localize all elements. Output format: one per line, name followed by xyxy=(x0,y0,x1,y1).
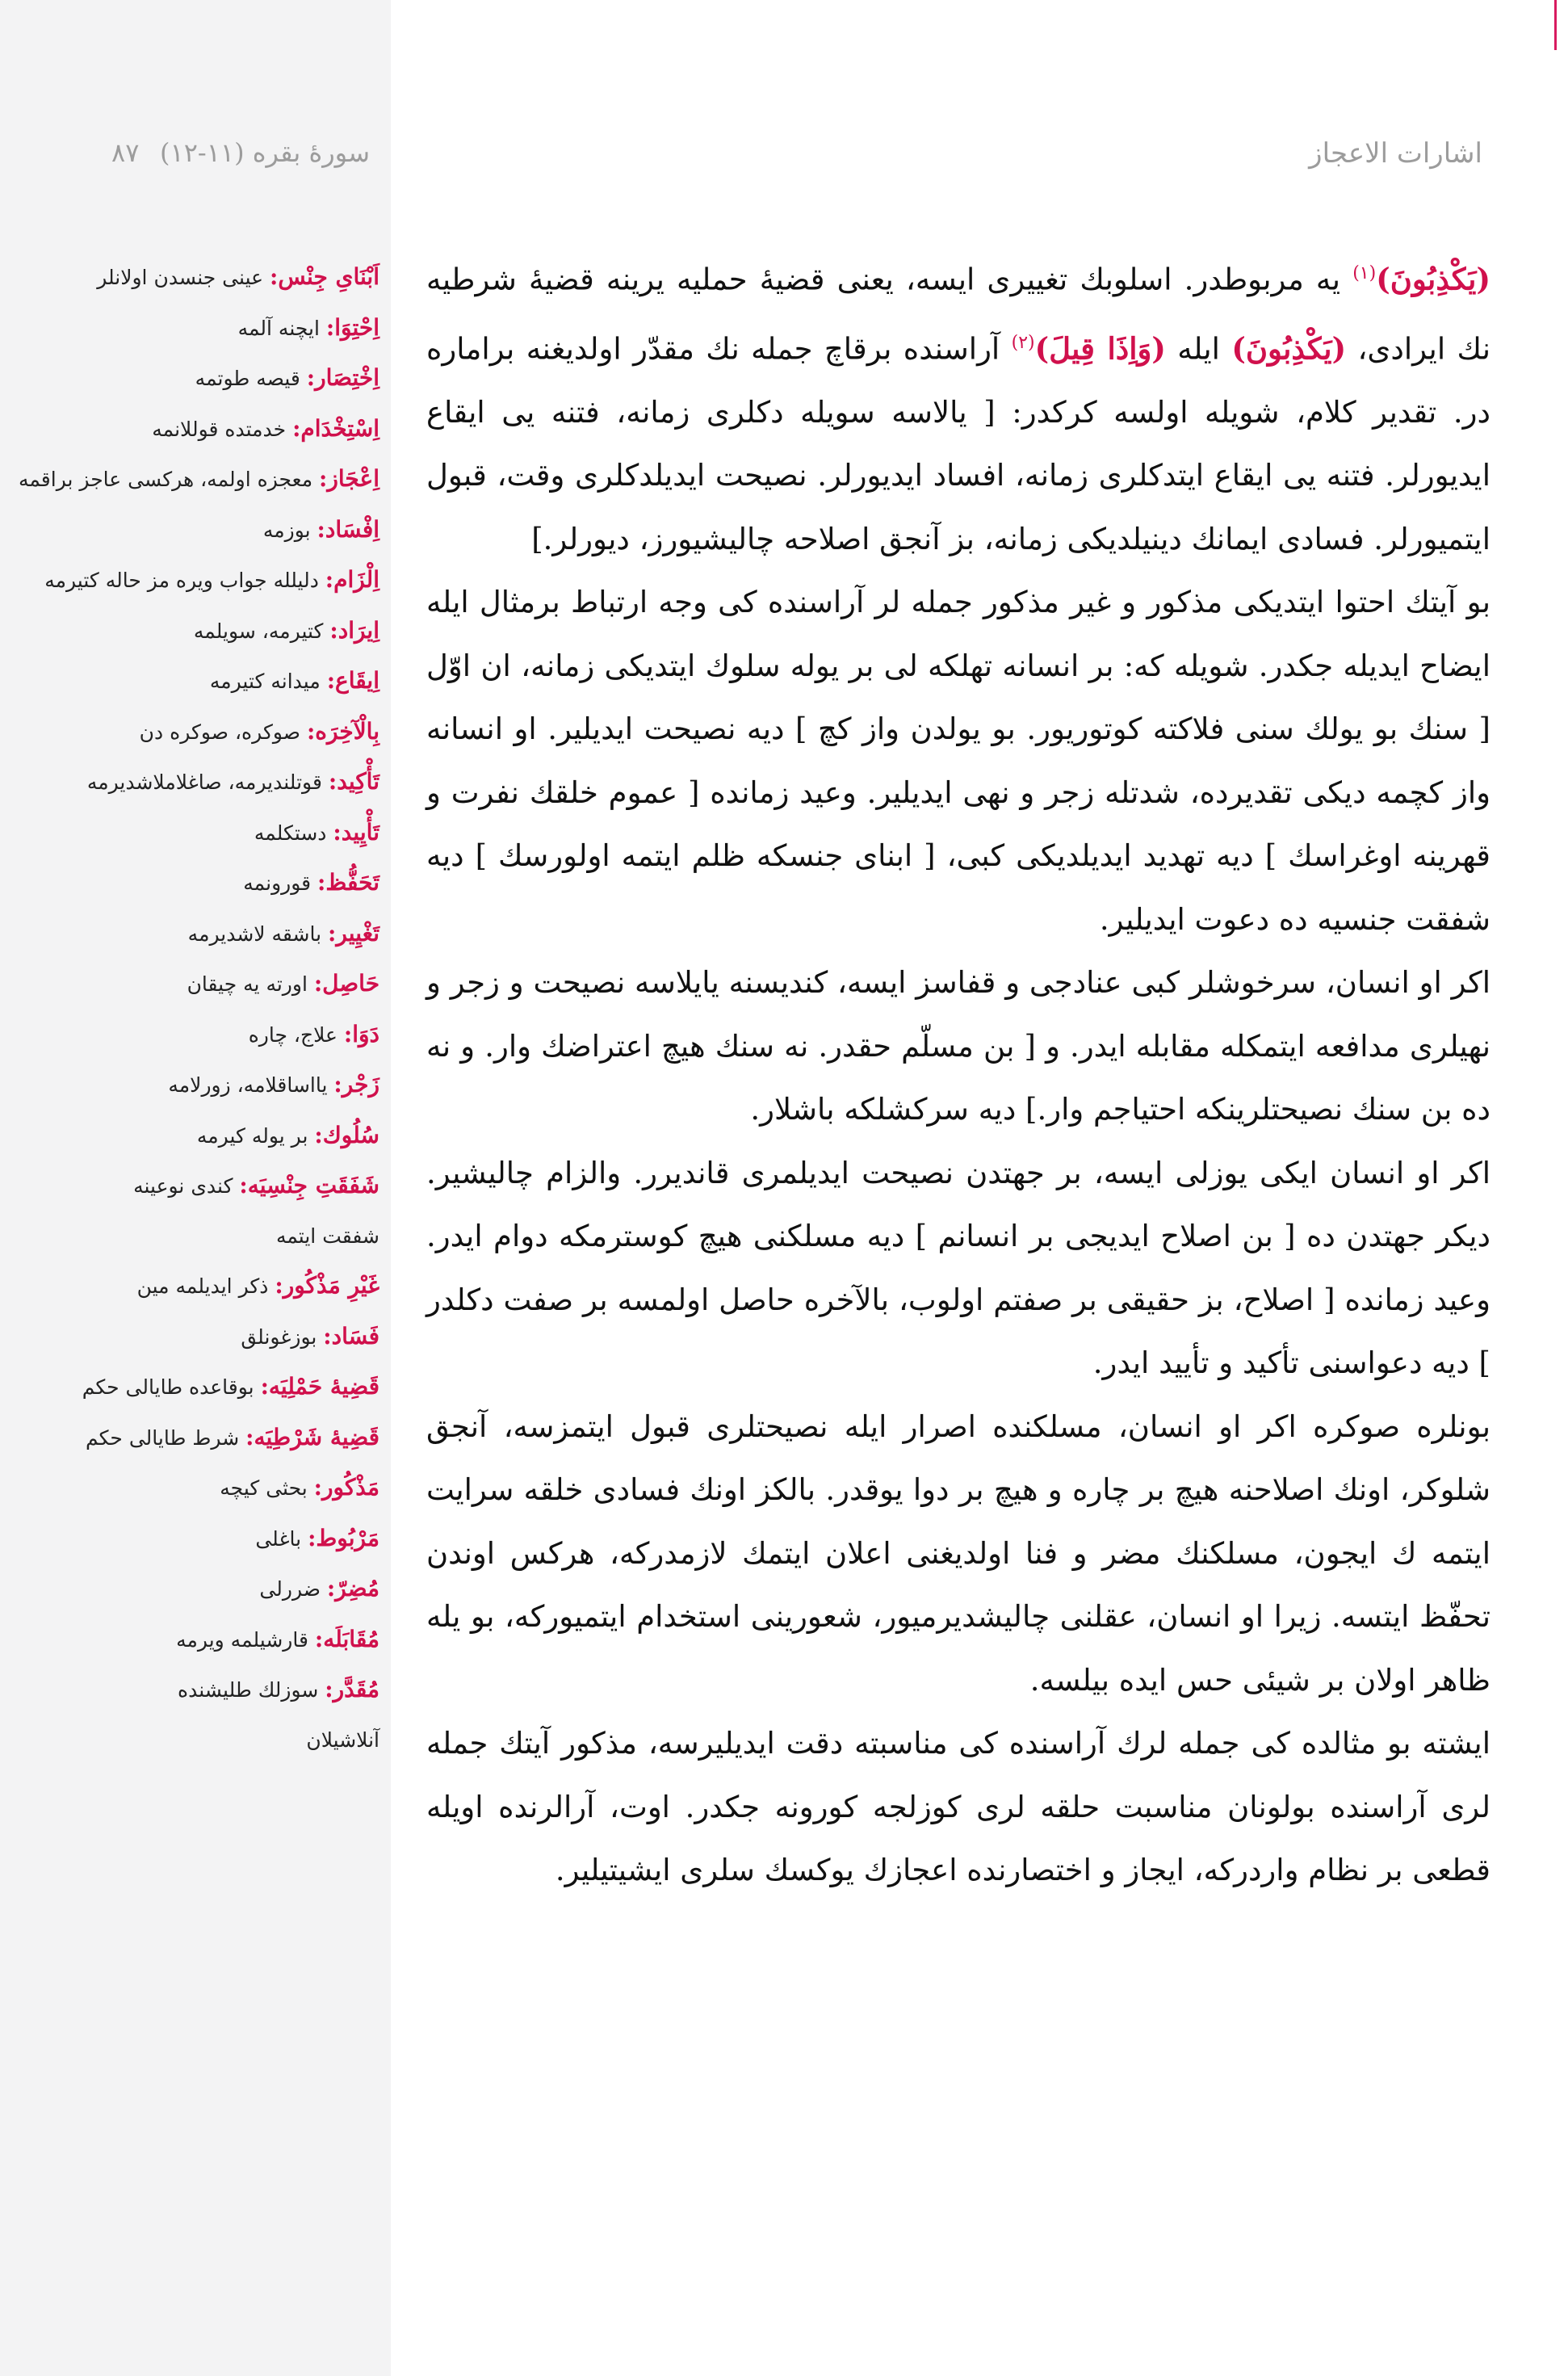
glossary-entry xyxy=(89,1513,379,1564)
glossary-term: شَفَقَتِ جِنْسِيَه: xyxy=(239,1172,379,1198)
glossary-entry xyxy=(89,606,379,657)
glossary-definition: ذكر ايديلمه مين xyxy=(136,1274,275,1298)
glossary-term: حَاصِل: xyxy=(313,970,379,997)
glossary-term: تَأْيِيد: xyxy=(333,818,379,846)
glossary-definition: ميدانه كتيرمه xyxy=(209,670,327,693)
glossary-term: اِيقَاع: xyxy=(326,667,379,694)
glossary-definition: خدمتده قوللانمه xyxy=(152,417,293,441)
glossary-definition: قارشيلمه ويرمه xyxy=(176,1627,315,1652)
glossary-definition: بحثى كيچه xyxy=(220,1476,314,1500)
glossary-entry xyxy=(89,1463,379,1513)
glossary-entry xyxy=(89,858,379,909)
glossary-term: زَجْر: xyxy=(333,1071,379,1098)
glossary-definition: صوكره، صوكره دن xyxy=(139,720,307,744)
footnote-ref: (١) xyxy=(1352,263,1377,283)
paragraph-text: اكر او انسان، سرخوشلر كبى عنادجى و قفاسز ايسه، كنديسنه يايلاسه نصيحت و زجر و نهيلرى مدافعه ايتمكله مقابله ايدر. و [ بن مسلّم حقدر. نه سنك هيچ اعتراضك وار. و نه ده بن سنك نصيحتلرينكه احتياجم وار.] ديه سركشلكه باشلار. xyxy=(426,965,1490,1127)
glossary-term: قَضِيهٔ حَمْلِيَه: xyxy=(260,1373,379,1400)
glossary-term: مَذْكُور: xyxy=(313,1474,379,1501)
glossary-term: اِلْزَام: xyxy=(325,566,379,593)
glossary-definition: باغلى xyxy=(255,1526,308,1551)
glossary-entry xyxy=(89,404,379,455)
glossary-entry xyxy=(89,252,379,303)
book-title: اشارات الاعجاز xyxy=(1309,137,1482,170)
glossary-definition: قيصه طوتمه xyxy=(195,367,307,390)
glossary-definition: يااساقلامه، زورلامه xyxy=(168,1073,334,1097)
main-text xyxy=(426,242,1490,1903)
glossary-entry xyxy=(89,707,379,758)
paragraph-text: بونلره صوكره اكر او انسان، مسلكنده اصرار ايله نصيحتلرى قبول ايتمزسه، آنجق شلوكر، اونك اصلاحنه هيچ بر چاره و هيچ بر دوا يوقدر. بالكز اونك فسادى خلقه سرايت ايتمه ك ايجون، مسلكنك مضر و فنا اولديغنى اعلان ايتمك لازمدركه، هركس اوندن تحفّظ ايتسه. زيرا او انسان، عقلنى چاليشديرميور، شعورينى استخدام ايتميوركه، بو يله ظاهر اولان بر شيئى حس ايده بيلسه. xyxy=(426,1408,1490,1698)
glossary-definition: دستكلمه xyxy=(254,821,333,845)
glossary-entry xyxy=(89,1010,379,1060)
glossary-term: اِيرَاد: xyxy=(329,616,379,644)
glossary-definition: علاج، چاره xyxy=(248,1022,344,1047)
glossary-definition: كتيرمه، سويلمه xyxy=(193,619,330,643)
header-left xyxy=(111,137,370,168)
paragraph-text: يه مربوطدر. اسلوبك تغييرى ايسه، يعنى قضيهٔ حمليه يرينه قضيهٔ شرطيه نك ايرادى، xyxy=(426,262,1490,367)
glossary-entry xyxy=(89,1161,379,1211)
quran-quote: ( xyxy=(1331,330,1347,367)
sura-label: سورهٔ بقره (١١-١٢) xyxy=(160,137,370,168)
glossary-term: اِحْتِوَا: xyxy=(325,313,379,341)
glossary-definition: ايچنه آلمه xyxy=(237,316,326,340)
glossary-term: مَرْبُوط: xyxy=(308,1524,379,1551)
glossary-term: اَبْنَاىِ جِنْس: xyxy=(269,263,379,290)
glossary-entry xyxy=(89,1110,379,1161)
glossary-entry xyxy=(89,505,379,556)
glossary-definition: اورته يه چيقان xyxy=(187,972,314,996)
glossary-definition: قوتلنديرمه، صاغلاملاشديرمه xyxy=(86,770,329,794)
glossary-definition: بوزمه xyxy=(262,518,317,542)
glossary-definition: دليلله جواب ويره مز حاله كتيرمه xyxy=(44,569,325,592)
glossary-definition: كندى نوعينه xyxy=(133,1174,240,1198)
glossary-entry xyxy=(86,757,379,808)
glossary-term: بِالْآخِرَه: xyxy=(306,717,379,745)
glossary-entry xyxy=(89,353,379,404)
glossary-definition: ضررلى xyxy=(259,1577,327,1601)
paragraph xyxy=(426,951,1490,1142)
glossary-definition: بوزغونلق xyxy=(241,1324,324,1349)
glossary-term: تَأْكِيد: xyxy=(328,768,379,795)
glossary-term: اِعْجَاز: xyxy=(319,465,379,492)
glossary-term: اِخْتِصَار: xyxy=(306,364,379,391)
paragraph-text: ايله xyxy=(1165,331,1232,367)
glossary-entry xyxy=(82,1362,379,1413)
glossary-definition: شرط طايالى حكم xyxy=(85,1425,246,1450)
page-number: ٨٧ xyxy=(111,137,140,168)
glossary-term: اِسْتِخْدَام: xyxy=(292,414,379,442)
glossary-term: تَحَفُّظ: xyxy=(317,869,379,896)
glossary-list xyxy=(18,252,379,1765)
glossary-entry xyxy=(85,1413,379,1463)
glossary-definition: بوقاعده طايالى حكم xyxy=(82,1375,261,1399)
quran-quote: يَكْذِبُونَ xyxy=(1390,261,1477,297)
glossary-entry xyxy=(89,1614,379,1665)
glossary-term: مُقَدَّر: xyxy=(325,1676,379,1702)
paragraph-text: اكر او انسان ايكى يوزلى ايسه، بر جهتدن نصيحت ايديلمرى قانديرر. والزام چاليشير. ديكر جهتدن ده [ بن اصلاح ايديجى بر انسانم ] ديه مسلكنى هيچ كوسترمكه دوام ايدر. وعيد زمانده [ اصلاح، بز حقيقى بر صفتم اولوب، بالآخره حاصل اولمسه بر صفت دكلدر ] ديه دعواسنى تأكيد و تأييد ايدر. xyxy=(426,1155,1490,1381)
glossary-term: مُضِرّ: xyxy=(326,1575,379,1601)
glossary-term: سُلُوك: xyxy=(314,1121,379,1148)
glossary-entry xyxy=(89,1312,379,1362)
paragraph-text: ايشته بو مثالده كى جمله لرك آراسنده كى مناسبته دقت ايديليرسه، مذكور آيتك جمله لرى آراسنده بولونان مناسبت حلقه لرى كوزلجه كورونه جكدر. اوت، آرالرنده اويله قطعى بر نظام واردركه، ايجاز و اختصارنده اعجازك يوكسك سلرى ايشيتيلير. xyxy=(426,1726,1490,1888)
paragraph xyxy=(426,1396,1490,1713)
glossary-term: دَوَا: xyxy=(343,1020,379,1047)
glossary-entry xyxy=(89,909,379,959)
glossary-entry xyxy=(89,656,379,707)
quran-quote: ) xyxy=(1376,261,1390,297)
glossary-entry xyxy=(44,555,379,606)
glossary-entry xyxy=(89,1664,379,1715)
paragraph-text: آراسنده برقاچ جمله نك مقدّر اولديغنه براماره در. تقدير كلام، شويله اولسه كركدر: [ يالاسه سويله دكلرى زمانه، فتنه يى ايقاع ايديورلر. فتنه يى ايقاع ايتدكلرى زمانه، افساد ايديورلر. نصيحت ايديلدكلرى وقت، قبول ايتميورلر. فسادى ايمانك دينيلديكى زمانه، بز آنجق اصلاحه چاليشيورز، ديورلر.] xyxy=(426,331,1490,556)
paragraph xyxy=(426,1712,1490,1903)
glossary-term: اِفْسَاد: xyxy=(317,515,379,543)
paragraph-text: بو آيتك احتوا ايتديكى مذكور و غير مذكور جمله لر آراسنده كى وجه ارتباط برمثال ايله ايضاح ايديله جكدر. شويله كه: بر انسانه تهلكه لى بر يوله سلوك ايتديكى زمانه، ان اوّل [ سنك بو يولك سنى فلاكته كوتوريور. بو يولدن واز كچ ] ديه نصيحت ايديلير. او انسانه واز كچمه ديكى تقديرده، شدتله زجر و نهى ايديلير. وعيد زمانده [ عموم خلقك نفرت و قهرينه اوغراسك ] ديه تهديد ايديلديكى كبى، [ ابناى جنسكه ظلم ايتمه اولورسك ] ديه شفقت جنسيه ده دعوت ايديلير. xyxy=(426,585,1490,937)
paragraph xyxy=(426,571,1490,951)
glossary-definition: بر يوله كيرمه xyxy=(196,1123,315,1148)
glossary-entry xyxy=(89,1564,379,1614)
glossary-definition: سوزلك طليشنده xyxy=(177,1678,325,1702)
glossary-term: غَيْرِ مَذْكُور: xyxy=(275,1272,379,1299)
glossary-definition: معجزه اولمه، هركسى عاجز براقمه xyxy=(18,468,320,491)
paragraph xyxy=(426,242,1490,571)
glossary-entry xyxy=(89,303,379,354)
glossary-entry xyxy=(89,1060,379,1110)
quran-quote: (وَاِذَا قِيلَ) xyxy=(1034,330,1166,367)
glossary-term: قَضِيهٔ شَرْطِيَه: xyxy=(245,1423,379,1450)
quran-quote: ) xyxy=(1231,330,1246,367)
glossary-entry xyxy=(89,808,379,858)
footnote-ref: (٢) xyxy=(1011,332,1035,353)
page-corner-mark xyxy=(1554,0,1568,50)
quran-quote: ( xyxy=(1476,261,1490,297)
glossary-definition-continued: آنلاشيلان xyxy=(306,1727,379,1752)
glossary-term: تَغْيِير: xyxy=(328,919,379,947)
glossary-definition: عينى جنسدن اولانلر xyxy=(97,266,270,289)
glossary-entry xyxy=(89,1261,379,1312)
glossary-term: مُقَابَلَه: xyxy=(314,1625,379,1652)
quran-quote: يَكْذِبُونَ xyxy=(1245,330,1332,367)
glossary-entry xyxy=(18,454,379,505)
glossary-definition: قورونمه xyxy=(243,871,318,895)
glossary-definition-continued: شفقت ايتمه xyxy=(275,1224,379,1248)
glossary-term: فَسَاد: xyxy=(323,1322,379,1350)
paragraph xyxy=(426,1142,1490,1396)
glossary-entry xyxy=(89,959,379,1010)
glossary-definition: باشقه لاشديرمه xyxy=(187,921,329,946)
